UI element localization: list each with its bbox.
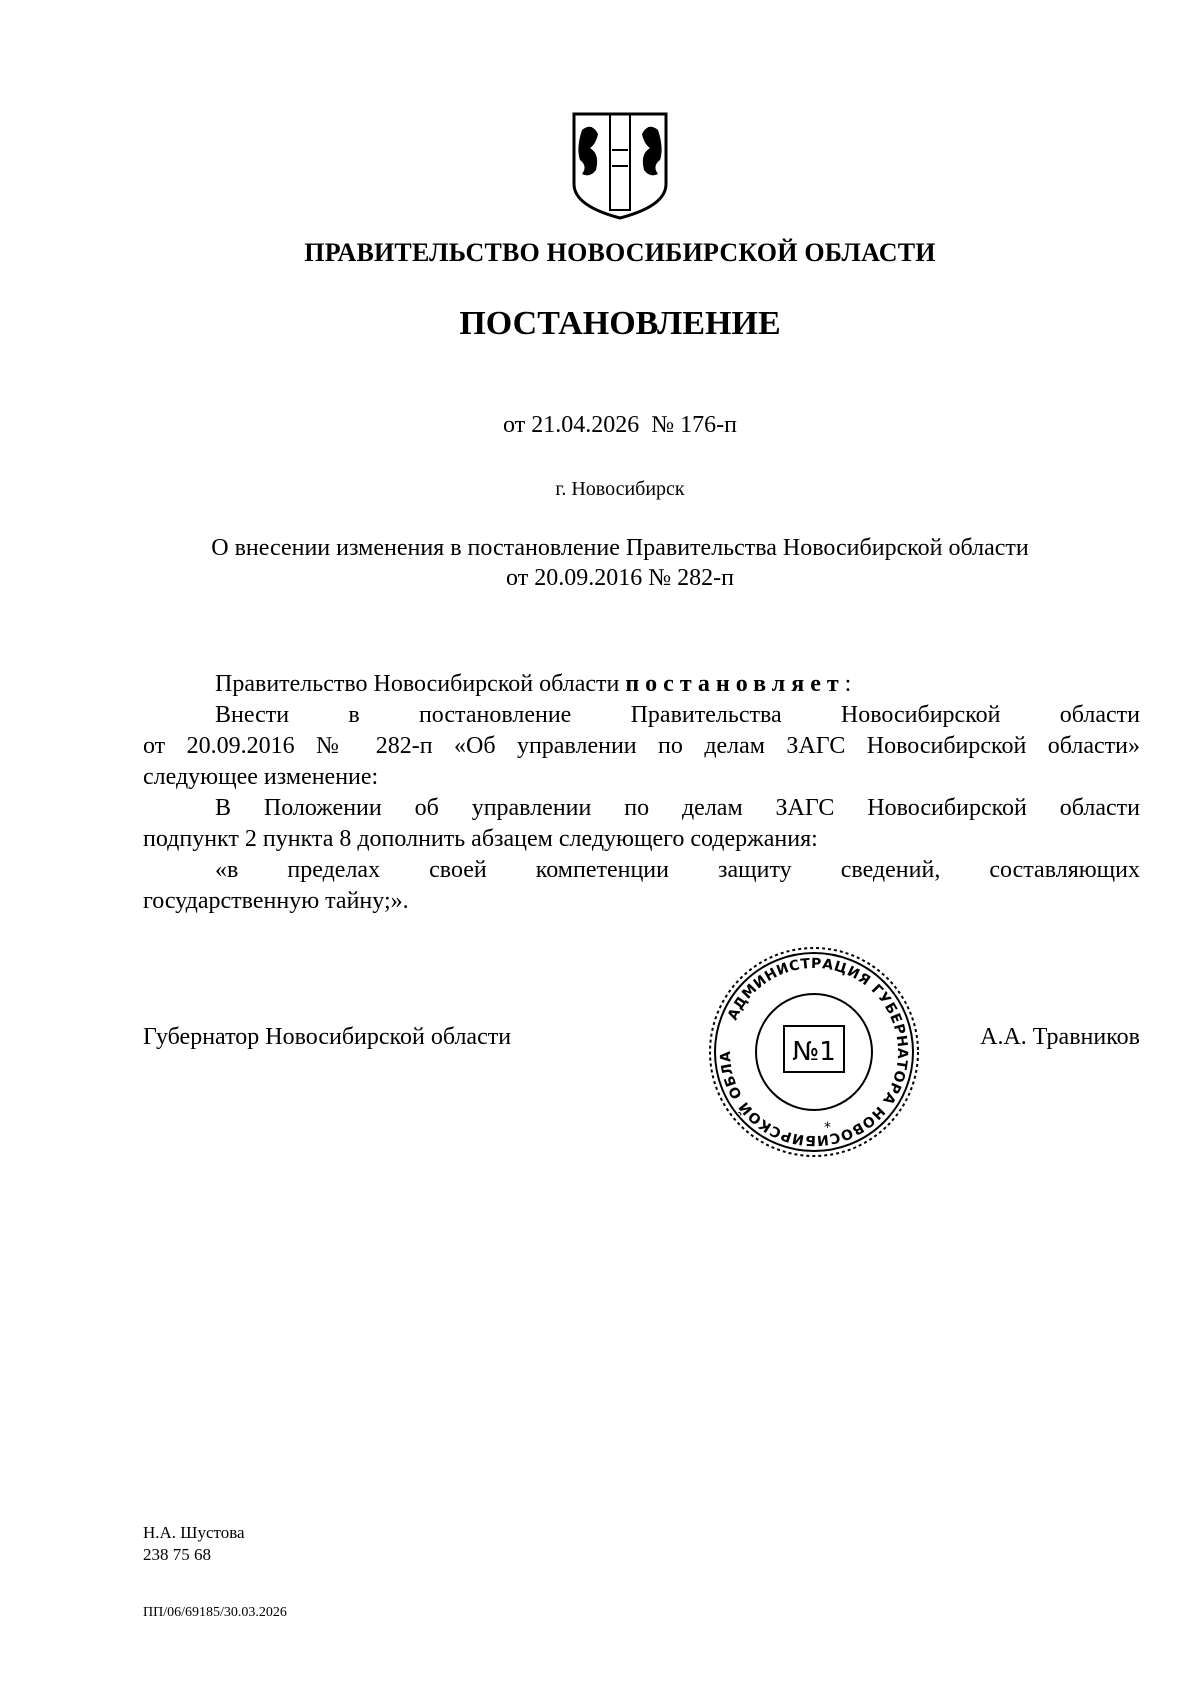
date-line [0,412,1200,439]
contact-phone: 238 75 68 [143,1545,211,1564]
number-prefix: № [651,412,675,438]
p3-line-2: подпункт 2 пункта 8 дополнить абзацем следующего содержания: [143,826,818,852]
p4-line-2: государственную тайну;». [143,888,409,914]
p1-keyword: постановляет [625,671,845,697]
contact-name: Н.А. Шустова [143,1523,245,1542]
paragraph-3 [143,793,1140,855]
paragraph-1 [143,669,1140,700]
document-date: 21.04.2026 [531,412,640,438]
p3-line-1: В Положении об управлении по делам ЗАГС Новосибирской области [215,795,1140,821]
p1-text: Правительство Новосибирской области [215,671,620,697]
p4-line-1: «в пределах своей компетенции защиту сведений, составляющих [215,857,1140,883]
date-prefix: от [503,412,526,438]
paragraph-4 [143,855,1140,917]
p2-line-2: от 20.09.2016 № 282-п «Об управлении по делам ЗАГС Новосибирской области» [143,733,1140,759]
p2-line-1: Внести в постановление Правительства Новосибирской области [215,702,1140,728]
seal-center-number: №1 [792,1037,836,1067]
seal-outer-text: АДМИНИСТРАЦИЯ ГУБЕРНАТОРА НОВОСИБИРСКОЙ ОБЛА [717,955,911,1149]
organization-title: ПРАВИТЕЛЬСТВО НОВОСИБИРСКОЙ ОБЛАСТИ [304,238,936,267]
p1-colon: : [844,671,852,697]
contact-block [143,1522,245,1566]
subject [0,533,1200,593]
document-reference: ПП/06/69185/30.03.2026 [143,1605,287,1620]
subject-line-2: от 20.09.2016 № 282-п [506,565,734,591]
coat-of-arms-icon [570,110,670,222]
document-type: ПОСТАНОВЛЕНИЕ [459,305,781,342]
document-number: 176-п [680,412,737,438]
signatory-name: А.А. Травников [980,1024,1140,1050]
signatory-position: Губернатор Новосибирской области [143,1024,512,1050]
signature-block [143,1024,1140,1051]
official-seal [704,944,924,1160]
svg-text:*: * [824,1120,831,1136]
subject-line-1: О внесении изменения в постановление Правительства Новосибирской области [211,535,1029,561]
p2-line-3: следующее изменение: [143,764,379,790]
paragraph-2 [143,700,1140,793]
city: г. Новосибирск [555,478,685,500]
